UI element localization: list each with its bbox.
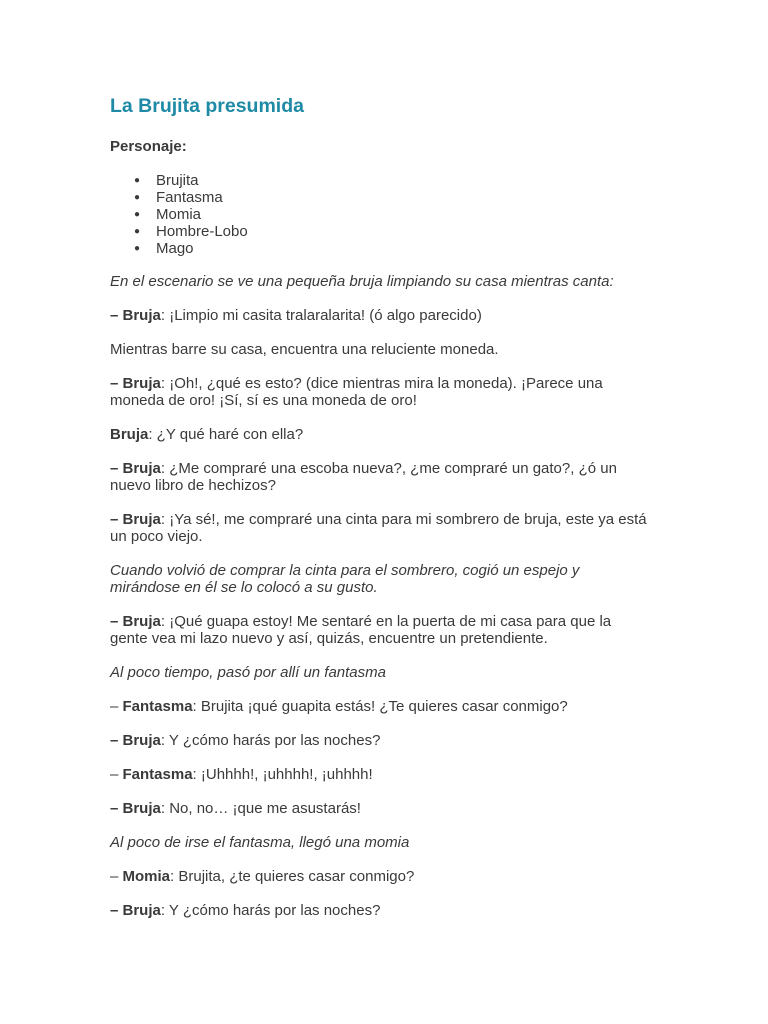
- stage-direction-text: Al poco de irse el fantasma, llegó una momia: [110, 834, 410, 851]
- character-name: Brujita: [156, 172, 199, 189]
- dialog-text: : ¿Me compraré una escoba nueva?, ¿me compraré un gato?, ¿ó un nuevo libro de hechizos?: [110, 460, 617, 494]
- dialog-line: [110, 307, 650, 324]
- dialog-text: : ¡Uhhhh!, ¡uhhhh!, ¡uhhhh!: [192, 766, 373, 783]
- character-name: Fantasma: [156, 189, 223, 206]
- dialog-dash: –: [110, 613, 123, 630]
- characters-heading: Personaje:: [110, 138, 187, 155]
- character-name: Hombre-Lobo: [156, 223, 248, 240]
- document-title: La Brujita presumida: [110, 95, 304, 117]
- narration-text: Mientras barre su casa, encuentra una reluciente moneda.: [110, 341, 499, 358]
- narration: [110, 341, 650, 358]
- dialog-line: [110, 460, 650, 494]
- dialog-text: : ¡Oh!, ¿qué es esto? (dice mientras mira la moneda). ¡Parece una moneda de oro! ¡Sí, sí es una moneda de oro!: [110, 375, 603, 409]
- dialog-text: : ¡Limpio mi casita tralaralarita! (ó algo parecido): [160, 307, 482, 324]
- dialog-text: : ¡Ya sé!, me compraré una cinta para mi sombrero de bruja, este ya está un poco viejo.: [110, 511, 647, 545]
- dialog-text: : Y ¿cómo harás por las noches?: [160, 902, 381, 919]
- speaker-name: Bruja: [122, 902, 161, 919]
- speaker-name: Fantasma: [122, 698, 193, 715]
- speaker-name: Bruja: [122, 375, 161, 392]
- character-name: Momia: [156, 206, 202, 223]
- character-item: [134, 172, 650, 189]
- dialog-dash: –: [110, 732, 123, 749]
- bullet-icon: ●: [134, 209, 141, 220]
- dialog-text: : Brujita ¡qué guapita estás! ¿Te quieres casar conmigo?: [192, 698, 568, 715]
- speaker-name: Bruja: [110, 426, 149, 443]
- speaker-name: Bruja: [122, 511, 161, 528]
- dialog-line: [110, 732, 650, 749]
- stage-direction: [110, 834, 650, 851]
- characters-list: [110, 172, 650, 257]
- character-item: [134, 189, 650, 206]
- speaker-name: Bruja: [122, 732, 161, 749]
- character-item: [134, 223, 650, 240]
- dialog-text: : ¿Y qué haré con ella?: [148, 426, 304, 443]
- dialog-line: [110, 613, 650, 647]
- stage-direction-text: Al poco tiempo, pasó por allí un fantasma: [110, 664, 386, 681]
- dialog-dash: –: [110, 800, 123, 817]
- dialog-line: [110, 800, 650, 817]
- dialog-dash: –: [110, 460, 123, 477]
- speaker-name: Fantasma: [122, 766, 193, 783]
- speaker-name: Bruja: [122, 460, 161, 477]
- dialog-line: [110, 868, 650, 885]
- dialog-line: [110, 426, 650, 443]
- dialog-dash: –: [110, 511, 123, 528]
- speaker-name: Bruja: [122, 307, 161, 324]
- dialog-dash: –: [110, 375, 123, 392]
- dialog-line: [110, 375, 650, 409]
- bullet-icon: ●: [134, 175, 141, 186]
- stage-direction-text: En el escenario se ve una pequeña bruja limpiando su casa mientras canta:: [110, 273, 614, 290]
- dialog-dash: –: [110, 902, 123, 919]
- bullet-icon: ●: [134, 226, 141, 237]
- dialog-dash: –: [110, 307, 123, 324]
- bullet-icon: ●: [134, 243, 141, 254]
- stage-direction: [110, 273, 650, 290]
- character-item: [134, 240, 650, 257]
- stage-direction: [110, 562, 650, 596]
- dialog-text: : Brujita, ¿te quieres casar conmigo?: [170, 868, 415, 885]
- dialog-line: [110, 766, 650, 783]
- dialog-text: : ¡Qué guapa estoy! Me sentaré en la puerta de mi casa para que la gente vea mi lazo nuevo y así, quizás, encuentre un pretendiente.: [110, 613, 612, 647]
- dialog-line: [110, 511, 650, 545]
- speaker-name: Momia: [122, 868, 171, 885]
- dialog-text: : Y ¿cómo harás por las noches?: [160, 732, 381, 749]
- dialog-dash: –: [110, 698, 123, 715]
- speaker-name: Bruja: [122, 613, 161, 630]
- dialog-line: [110, 902, 650, 919]
- dialog-dash: –: [110, 868, 123, 885]
- bullet-icon: ●: [134, 192, 141, 203]
- stage-direction: [110, 664, 650, 681]
- script-body: [110, 273, 650, 919]
- speaker-name: Bruja: [122, 800, 161, 817]
- dialog-dash: –: [110, 766, 123, 783]
- dialog-text: : No, no… ¡que me asustarás!: [160, 800, 361, 817]
- character-item: [134, 206, 650, 223]
- dialog-line: [110, 698, 650, 715]
- document-page: [110, 93, 650, 919]
- stage-direction-text: Cuando volvió de comprar la cinta para el sombrero, cogió un espejo y mirándose en él se lo colocó a su gusto.: [110, 562, 580, 596]
- character-name: Mago: [156, 240, 194, 257]
